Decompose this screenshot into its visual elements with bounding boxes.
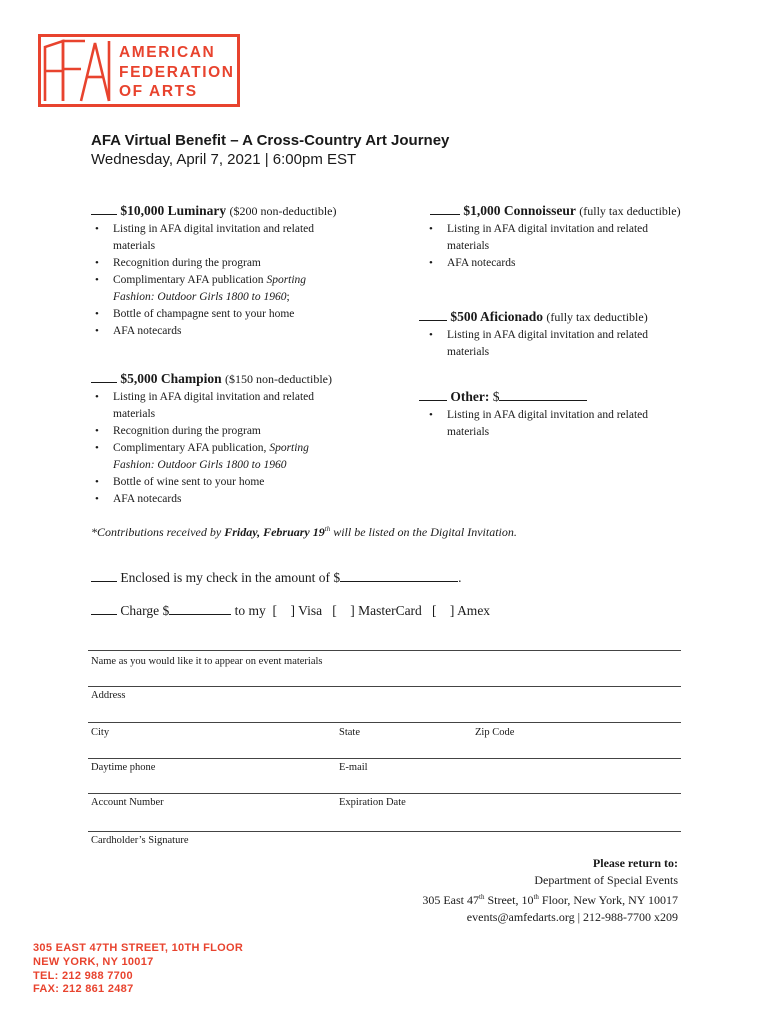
return-department: Department of Special Events bbox=[534, 873, 678, 887]
list-item: • Listing in AFA digital invitation and related materials bbox=[425, 327, 695, 361]
aficionado-name: $500 Aficionado bbox=[450, 309, 544, 324]
level-other-heading bbox=[419, 389, 587, 405]
connoisseur-benefits bbox=[425, 221, 695, 272]
check-line: Enclosed is my check in the amount of $ . bbox=[91, 570, 461, 586]
list-item: • Listing in AFA digital invitation and related materials bbox=[425, 407, 695, 441]
name-field-label: Name as you would like it to appear on event materials bbox=[91, 656, 323, 667]
footer-fax: FAX: 212 861 2487 bbox=[33, 983, 134, 996]
charge-line: Charge $ to my [ ] Visa [ ] MasterCard [ ] Amex bbox=[91, 603, 490, 619]
level-aficionado-heading bbox=[419, 309, 648, 325]
logo-line-2: FEDERATION bbox=[119, 63, 235, 81]
visa-option[interactable]: Visa bbox=[298, 603, 323, 618]
charge-checkbox-blank[interactable] bbox=[91, 604, 117, 615]
logo-wordmark bbox=[119, 43, 235, 102]
name-field-line[interactable] bbox=[88, 650, 681, 651]
address-field-line[interactable] bbox=[88, 686, 681, 687]
check-text: Enclosed is my check in the amount of $ bbox=[120, 570, 341, 585]
connoisseur-name: $1,000 Connoisseur bbox=[463, 203, 576, 218]
aficionado-checkbox-blank[interactable] bbox=[419, 310, 447, 321]
footer-address bbox=[33, 942, 243, 997]
luminary-name: $10,000 Luminary bbox=[120, 203, 227, 218]
list-item: • Recognition during the program bbox=[91, 255, 361, 272]
account-field-line[interactable] bbox=[88, 793, 681, 794]
other-amount-blank[interactable] bbox=[499, 390, 587, 401]
check-checkbox-blank[interactable] bbox=[91, 571, 117, 582]
list-item: • Bottle of wine sent to your home bbox=[91, 474, 361, 491]
signature-field-line[interactable] bbox=[88, 831, 681, 832]
other-checkbox-blank[interactable] bbox=[419, 390, 447, 401]
charge-amount-blank[interactable] bbox=[169, 604, 231, 615]
expiration-field-label: Expiration Date bbox=[339, 797, 406, 808]
footer-tel: TEL: 212 988 7700 bbox=[33, 969, 133, 982]
luminary-note: ($200 non-deductible) bbox=[229, 204, 337, 218]
luminary-benefits bbox=[91, 221, 361, 340]
afa-logo bbox=[38, 34, 240, 107]
phone-field-label: Daytime phone bbox=[91, 762, 156, 773]
list-item: • Recognition during the program bbox=[91, 423, 361, 440]
list-item: • Listing in AFA digital invitation and related materials bbox=[91, 389, 361, 423]
footer-city-line: NEW YORK, NY 10017 bbox=[33, 955, 154, 968]
champion-name: $5,000 Champion bbox=[120, 371, 222, 386]
luminary-checkbox-blank[interactable] bbox=[91, 204, 117, 215]
list-item: • Listing in AFA digital invitation and related materials bbox=[425, 221, 695, 255]
list-item: • Complimentary AFA publication Sporting Fashion: Outdoor Girls 1800 to 1960; bbox=[91, 272, 361, 306]
contribution-footnote: *Contributions received by Friday, February 19th will be listed on the Digital Invitation. bbox=[91, 525, 517, 539]
level-champion-heading bbox=[91, 371, 332, 387]
return-street: 305 East 47th Street, 10th Floor, New York, NY 10017 bbox=[422, 893, 678, 907]
champion-checkbox-blank[interactable] bbox=[91, 372, 117, 383]
signature-field-label: Cardholder’s Signature bbox=[91, 835, 189, 846]
connoisseur-checkbox-blank[interactable] bbox=[430, 204, 460, 215]
return-to-block bbox=[422, 855, 678, 926]
mastercard-option[interactable]: MasterCard bbox=[358, 603, 422, 618]
list-item: • AFA notecards bbox=[91, 491, 361, 508]
return-heading: Please return to: bbox=[592, 856, 678, 870]
level-connoisseur-heading bbox=[430, 203, 681, 219]
level-luminary-heading bbox=[91, 203, 336, 219]
connoisseur-note: (fully tax deductible) bbox=[579, 204, 681, 218]
list-item: • Complimentary AFA publication, Sporting Fashion: Outdoor Girls 1800 to 1960 bbox=[91, 440, 361, 474]
logo-line-3: OF ARTS bbox=[119, 83, 198, 100]
other-currency: $ bbox=[492, 389, 500, 404]
account-field-label: Account Number bbox=[91, 797, 164, 808]
return-contact[interactable]: events@amfedarts.org | 212-988-7700 x209 bbox=[466, 910, 678, 924]
list-item: • Listing in AFA digital invitation and related materials bbox=[91, 221, 361, 255]
city-field-label: City bbox=[91, 727, 110, 738]
list-item: • AFA notecards bbox=[91, 323, 361, 340]
aficionado-benefits bbox=[425, 327, 695, 361]
list-item: • Bottle of champagne sent to your home bbox=[91, 306, 361, 323]
aficionado-note: (fully tax deductible) bbox=[546, 310, 648, 324]
check-amount-blank[interactable] bbox=[340, 571, 458, 582]
list-item: • AFA notecards bbox=[425, 255, 695, 272]
event-title: AFA Virtual Benefit – A Cross-Country Art Journey bbox=[91, 132, 450, 149]
champion-note: ($150 non-deductible) bbox=[225, 372, 332, 386]
state-field-label: State bbox=[339, 727, 360, 738]
event-date: Wednesday, April 7, 2021 | 6:00pm EST bbox=[91, 151, 357, 168]
champion-benefits bbox=[91, 389, 361, 508]
other-benefits bbox=[425, 407, 695, 441]
charge-text: Charge $ bbox=[120, 603, 170, 618]
amex-option[interactable]: Amex bbox=[457, 603, 491, 618]
footer-address-line: 305 EAST 47TH STREET, 10TH FLOOR bbox=[33, 942, 244, 954]
logo-line-1: AMERICAN bbox=[119, 44, 216, 61]
other-name: Other: bbox=[450, 389, 490, 404]
phone-field-line[interactable] bbox=[88, 758, 681, 759]
zip-field-label: Zip Code bbox=[475, 727, 515, 738]
email-field-label: E-mail bbox=[339, 762, 368, 773]
address-field-label: Address bbox=[91, 690, 126, 701]
footnote-deadline: Friday, February 19 bbox=[224, 525, 325, 539]
city-field-line[interactable] bbox=[88, 722, 681, 723]
